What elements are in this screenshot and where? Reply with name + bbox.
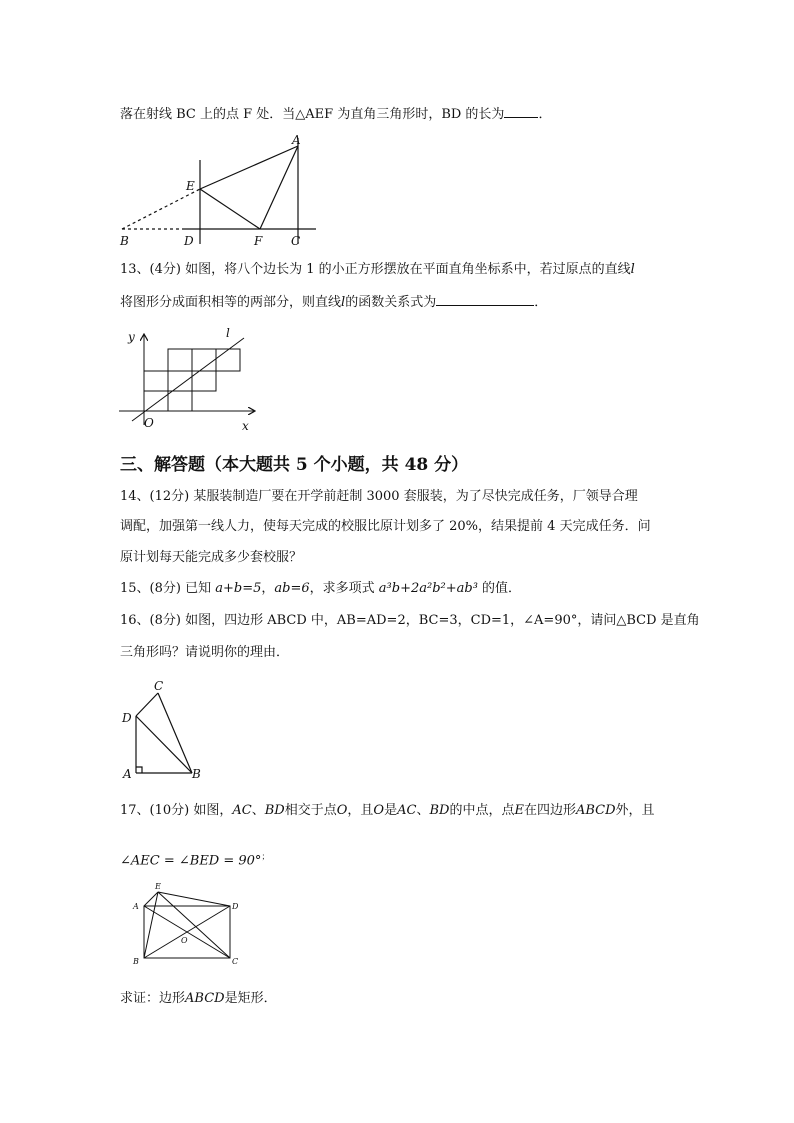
q13-line1-text: 13、(4分) 如图，将八个边长为 1 的小正方形摆放在平面直角坐标系中，若过原点的直线 bbox=[120, 262, 631, 277]
q13-label-o: O bbox=[144, 416, 154, 430]
q17-segment-eb bbox=[144, 892, 158, 958]
q17-angle-condition: ∠AEC = ∠BED = 90° bbox=[120, 853, 262, 869]
q12-label-c: C bbox=[291, 234, 301, 248]
q12-answer-blank bbox=[504, 104, 538, 118]
q12-label-d: D bbox=[184, 234, 194, 248]
q13-line2-end: ． bbox=[534, 295, 548, 310]
q13-line2 bbox=[120, 292, 547, 312]
q12-line-ea bbox=[200, 146, 298, 189]
q17-sep1: 、 bbox=[251, 803, 265, 818]
q17-p1: 17、(10分) 如图， bbox=[120, 803, 233, 818]
q15-pre: 15、(8分) 已知 bbox=[120, 581, 216, 596]
q13-square bbox=[168, 371, 192, 391]
q16-label-c: C bbox=[154, 679, 164, 693]
q17-figure bbox=[128, 880, 246, 970]
q15-mid: ，求多项式 bbox=[309, 581, 379, 596]
q13-figure bbox=[116, 325, 261, 433]
q17-line2-tail: ； bbox=[261, 852, 270, 861]
q12-label-e: E bbox=[186, 179, 195, 193]
q15-comma: ， bbox=[261, 581, 275, 596]
q17-label-e: E bbox=[155, 882, 161, 891]
q17-prove-var: ABCD bbox=[185, 991, 225, 1006]
q17-var-bd: BD bbox=[264, 803, 285, 818]
q14-line1: 14、(12分) 某服装制造厂要在开学前赶制 3000 套服装，为了尽快完成任务，厂领导合理 bbox=[120, 489, 638, 504]
q17-line2 bbox=[120, 848, 269, 870]
q17-p3: ，且 bbox=[347, 803, 374, 818]
q13-label-x: x bbox=[242, 419, 249, 433]
q17-p4: 是 bbox=[384, 803, 398, 818]
q17-var-abcd: ABCD bbox=[575, 803, 616, 818]
q17-prove-post: 是矩形． bbox=[224, 991, 277, 1006]
q17-p6: 在四边形 bbox=[523, 803, 576, 818]
q17-var-o2: O bbox=[373, 803, 385, 818]
q12-line-ef bbox=[200, 189, 260, 229]
q16-label-b: B bbox=[192, 767, 201, 781]
q13-line1-var: l bbox=[630, 262, 635, 277]
q17-var-ac2: AC bbox=[397, 803, 417, 818]
q12-label-b: B bbox=[120, 234, 129, 248]
section-heading: 三、解答题（本大题共 5 个小题，共 48 分） bbox=[120, 455, 469, 475]
q17-prove bbox=[120, 990, 277, 1008]
q17-label-c: C bbox=[232, 957, 239, 966]
q15-cond2: ab=6 bbox=[274, 581, 310, 596]
q16-side-dc bbox=[136, 693, 158, 716]
q14-line3: 原计划每天能完成多少套校服？ bbox=[120, 550, 303, 565]
q12-label-a: A bbox=[292, 133, 301, 147]
q17-label-d: D bbox=[232, 902, 239, 911]
q17-p2: 相交于点 bbox=[284, 803, 337, 818]
q12-line-af bbox=[260, 146, 298, 229]
q17-var-ac: AC bbox=[232, 803, 252, 818]
q12-text bbox=[120, 104, 551, 124]
q16-label-d: D bbox=[122, 711, 132, 725]
q17-p7: 外，且 bbox=[615, 803, 655, 818]
q17-label-o: O bbox=[181, 936, 188, 945]
q13-answer-blank bbox=[436, 292, 534, 306]
q12-text-post: ． bbox=[538, 107, 552, 122]
q17-prove-pre: 求证：边形 bbox=[120, 991, 186, 1006]
q15-post: 的值． bbox=[477, 581, 522, 596]
q16-line2: 三角形吗？请说明你的理由． bbox=[120, 645, 290, 660]
q13-line2-var: l bbox=[341, 295, 346, 310]
q13-line1 bbox=[120, 261, 635, 279]
q14-line2: 调配，加强第一线人力，使每天完成的校服比原计划多了 20%，结果提前 4 天完成任务．问 bbox=[120, 519, 651, 534]
q17-segment-ed bbox=[158, 892, 230, 906]
q12-dashed-be bbox=[122, 189, 200, 229]
q13-line-l bbox=[132, 338, 244, 421]
q12-figure bbox=[112, 132, 327, 250]
q17-var-o: O bbox=[336, 803, 348, 818]
q16-diagonal-bd bbox=[136, 716, 192, 773]
q15-text bbox=[120, 580, 521, 598]
q16-side-cb bbox=[158, 693, 192, 773]
q16-label-a: A bbox=[123, 767, 132, 781]
q16-figure bbox=[118, 676, 213, 784]
q16-line1: 16、(8分) 如图，四边形 ABCD 中，AB=AD=2，BC=3，CD=1，∠A=90°，请问△BCD 是直角 bbox=[120, 613, 700, 628]
q13-square bbox=[168, 391, 192, 411]
q13-square bbox=[144, 391, 168, 411]
q17-sep2: 、 bbox=[416, 803, 430, 818]
q17-var-e: E bbox=[514, 803, 524, 818]
q17-line1 bbox=[120, 802, 655, 820]
q12-text-pre: 落在射线 BC 上的点 F 处．当△AEF 为直角三角形时，BD 的长为 bbox=[120, 107, 505, 122]
q17-var-bd2: BD bbox=[429, 803, 450, 818]
q17-label-a: A bbox=[133, 902, 139, 911]
q15-expr: a³b+2a²b²+ab³ bbox=[378, 581, 478, 596]
q13-square bbox=[144, 371, 168, 391]
q17-label-b: B bbox=[133, 957, 139, 966]
q17-p5: 的中点，点 bbox=[449, 803, 515, 818]
q13-label-l: l bbox=[226, 326, 230, 340]
q15-cond1: a+b=5 bbox=[215, 581, 262, 596]
q13-label-y: y bbox=[128, 330, 135, 344]
q13-line2-post: 的函数关系式为 bbox=[345, 295, 437, 310]
q12-label-f: F bbox=[254, 234, 263, 248]
q16-right-angle-mark bbox=[136, 767, 142, 773]
q13-square bbox=[168, 349, 192, 371]
q13-square bbox=[216, 349, 240, 371]
q17-segment-ec bbox=[158, 892, 230, 958]
q13-line2-text: 将图形分成面积相等的两部分，则直线 bbox=[120, 295, 342, 310]
